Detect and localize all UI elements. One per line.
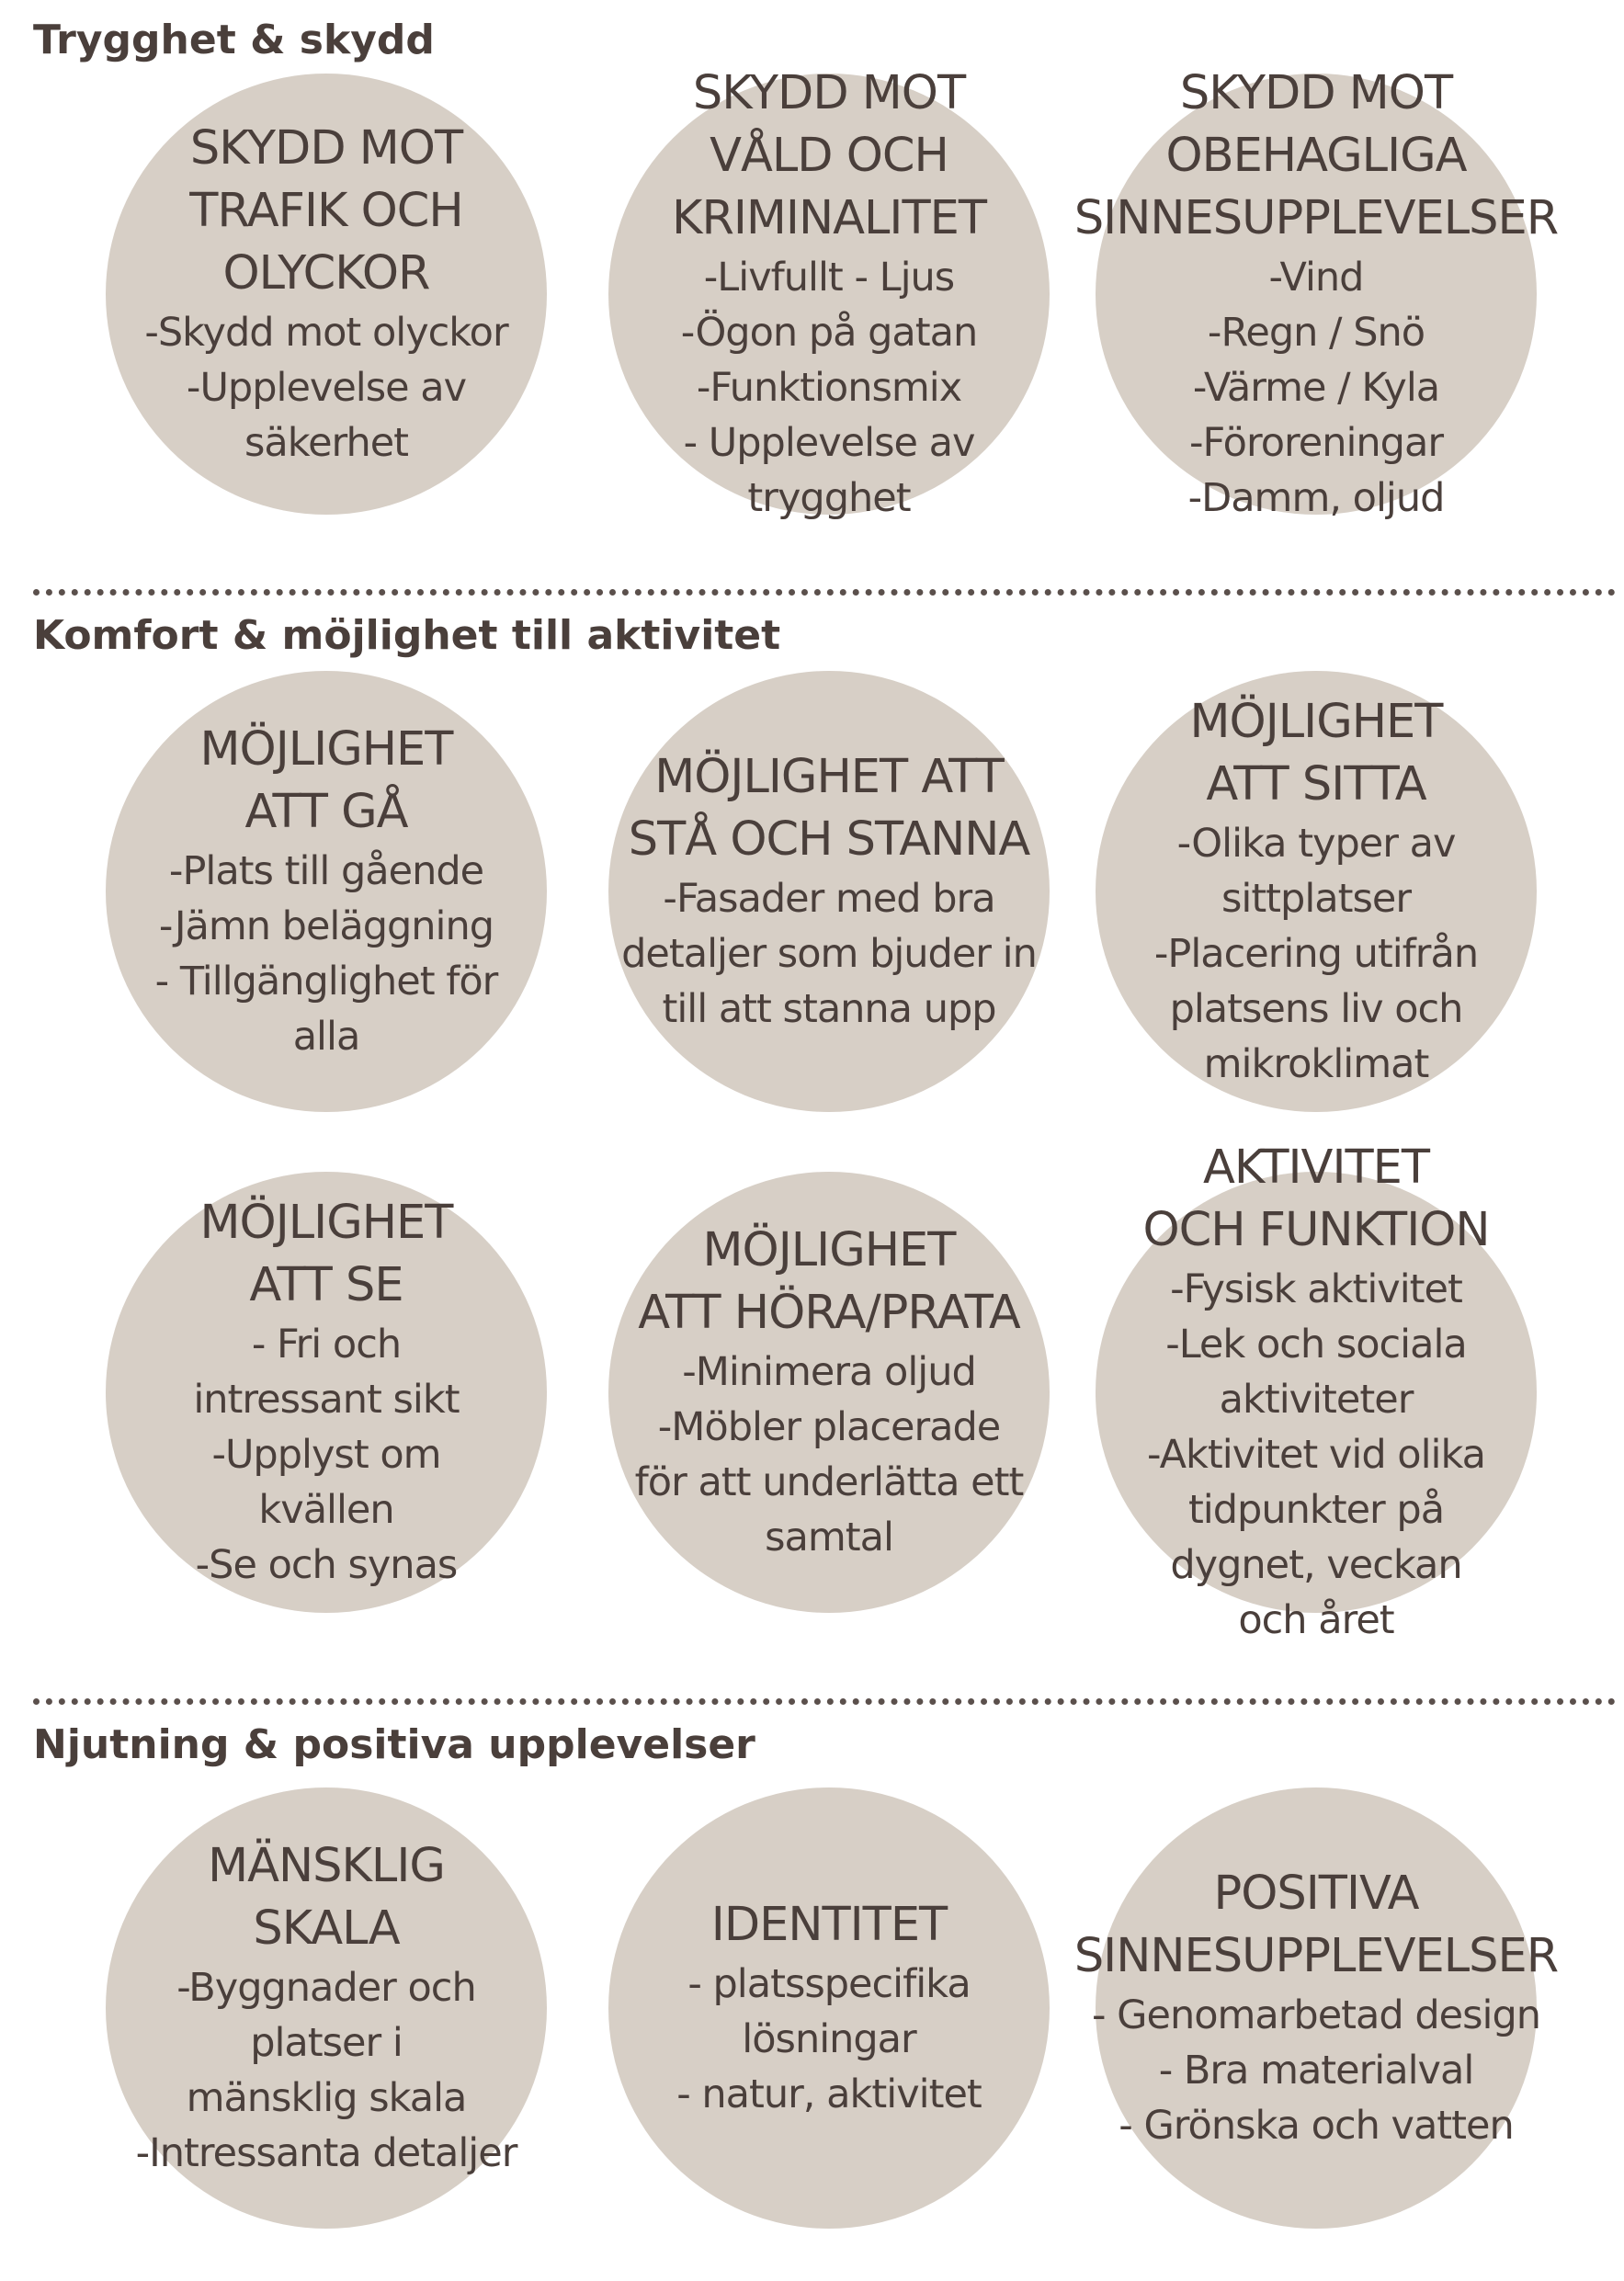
topic-text (60, 1835, 593, 2181)
topic-detail-line: intressant sikt (193, 1377, 460, 1423)
topic-detail-line: - Tillgänglighet för (154, 959, 498, 1004)
topic-detail-line: -Lek och sociala (1165, 1322, 1467, 1367)
topic-title-line: SKYDD MOT (692, 66, 966, 120)
topic-detail-line: tidpunkter på (1187, 1487, 1445, 1533)
topic-text (562, 62, 1096, 526)
topic-detail-line: -Aktivitet vid olika (1147, 1432, 1485, 1478)
topic-title-line: MÖJLIGHET ATT (654, 750, 1004, 804)
topic-title-line: MÖJLIGHET (702, 1223, 956, 1277)
section-divider (33, 589, 1616, 596)
topic-detail-line: -Olika typer av (1176, 821, 1456, 867)
topic-title-line: ATT HÖRA/PRATA (638, 1286, 1020, 1340)
topic-detail-line: -Jämn beläggning (158, 903, 494, 949)
topic-detail-line: -Upplyst om (211, 1432, 441, 1478)
topic-detail-line: dygnet, veckan (1170, 1542, 1462, 1588)
topic-text (1050, 691, 1583, 1092)
topic-title-line: VÅLD OCH (710, 129, 948, 183)
topic-text (60, 719, 593, 1064)
topic-detail-line: trygghet (747, 475, 911, 521)
topic-detail-line: - Grönska och vatten (1119, 2103, 1514, 2149)
topic-detail-line: - natur, aktivitet (676, 2071, 982, 2117)
topic-text (562, 1894, 1096, 2122)
topic-detail-line: -Damm, oljud (1187, 475, 1445, 521)
topic-detail-line: -Föroreningar (1188, 420, 1444, 466)
topic-detail-line: -Funktionsmix (696, 365, 962, 411)
topic-detail-line: -Livfullt - Ljus (703, 255, 955, 301)
topic-detail-line: -Möbler placerade (657, 1404, 1001, 1450)
topic-detail-line: - Fri och (251, 1322, 402, 1367)
topic-text (1050, 1863, 1583, 2153)
topic-detail-line: sittplatser (1221, 876, 1412, 922)
topic-title-line: SINNESUPPLEVELSER (1073, 1929, 1559, 1983)
topic-detail-line: samtal (765, 1515, 893, 1560)
topic-title-line: ATT GÅ (244, 785, 408, 839)
topic-detail-line: -Värme / Kyla (1192, 365, 1440, 411)
topic-detail-line: detaljer som bjuder in (621, 931, 1037, 977)
topic-detail-line: aktiviteter (1219, 1377, 1414, 1423)
topic-title-line: ATT SITTA (1206, 757, 1426, 811)
topic-detail-line: -Skydd mot olyckor (144, 310, 508, 356)
topic-detail-line: - Genomarbetad design (1091, 1992, 1540, 2038)
topic-title-line: IDENTITET (710, 1898, 948, 1952)
topic-detail-line: -Byggnader och (176, 1965, 476, 2011)
topic-detail-line: mikroklimat (1203, 1041, 1429, 1087)
section-title-komfort: Komfort & möjlighet till aktivitet (33, 612, 781, 659)
topic-detail-line: -Vind (1268, 255, 1364, 301)
topic-text (60, 118, 593, 471)
topic-detail-line: -Minimera oljud (682, 1349, 976, 1395)
section-title-njutning: Njutning & positiva upplevelser (33, 1721, 755, 1768)
topic-detail-line: till att stanna upp (662, 986, 996, 1032)
topic-detail-line: -Plats till gående (168, 848, 484, 894)
topic-text (1050, 1137, 1583, 1648)
topic-detail-line: säkerhet (244, 420, 409, 466)
topic-detail-line: -Ögon på gatan (680, 310, 978, 356)
topic-title-line: SKYDD MOT (189, 121, 463, 176)
topic-text (60, 1192, 593, 1593)
topic-title-line: SKYDD MOT (1179, 66, 1453, 120)
topic-detail-line: mänsklig skala (186, 2075, 467, 2121)
topic-title-line: MÖJLIGHET (199, 722, 453, 777)
topic-title-line: OBEHAGLIGA (1165, 129, 1467, 183)
topic-text (1050, 62, 1583, 526)
topic-detail-line: -Regn / Snö (1207, 310, 1425, 356)
topic-title-line: POSITIVA (1213, 1867, 1419, 1921)
topic-title-line: SKALA (253, 1901, 400, 1956)
section-divider (33, 1698, 1616, 1705)
section-title-trygghet: Trygghet & skydd (33, 17, 435, 63)
topic-detail-line: -Se och synas (195, 1542, 458, 1588)
topic-detail-line: kvällen (258, 1487, 394, 1533)
topic-title-line: MÄNSKLIG (208, 1839, 445, 1893)
topic-detail-line: lösningar (742, 2016, 916, 2062)
topic-title-line: TRAFIK OCH (189, 184, 463, 238)
topic-title-line: MÖJLIGHET (199, 1196, 453, 1250)
topic-title-line: AKTIVITET (1202, 1140, 1430, 1195)
topic-detail-line: -Intressanta detaljer (135, 2130, 517, 2176)
topic-title-line: KRIMINALITET (672, 191, 986, 245)
topic-title-line: STÅ OCH STANNA (628, 812, 1030, 867)
topic-detail-line: - Bra materialval (1158, 2048, 1474, 2094)
topic-title-line: SINNESUPPLEVELSER (1073, 191, 1559, 245)
topic-detail-line: - platsspecifika (687, 1961, 971, 2007)
topic-detail-line: platser i (250, 2020, 403, 2066)
topic-title-line: OCH FUNKTION (1142, 1203, 1490, 1257)
topic-title-line: MÖJLIGHET (1189, 695, 1443, 749)
topic-title-line: ATT SE (249, 1258, 403, 1312)
topic-detail-line: -Fysisk aktivitet (1170, 1266, 1462, 1312)
topic-text (562, 1220, 1096, 1565)
topic-detail-line: -Upplevelse av (186, 365, 467, 411)
topic-detail-line: platsens liv och (1169, 986, 1463, 1032)
topic-text (562, 746, 1096, 1037)
topic-detail-line: -Placering utifrån (1153, 931, 1479, 977)
topic-detail-line: -Fasader med bra (663, 876, 995, 922)
topic-detail-line: alla (292, 1014, 360, 1060)
topic-detail-line: - Upplevelse av (683, 420, 975, 466)
topic-title-line: OLYCKOR (222, 246, 430, 301)
topic-detail-line: och året (1238, 1597, 1394, 1643)
topic-detail-line: för att underlätta ett (634, 1459, 1024, 1505)
